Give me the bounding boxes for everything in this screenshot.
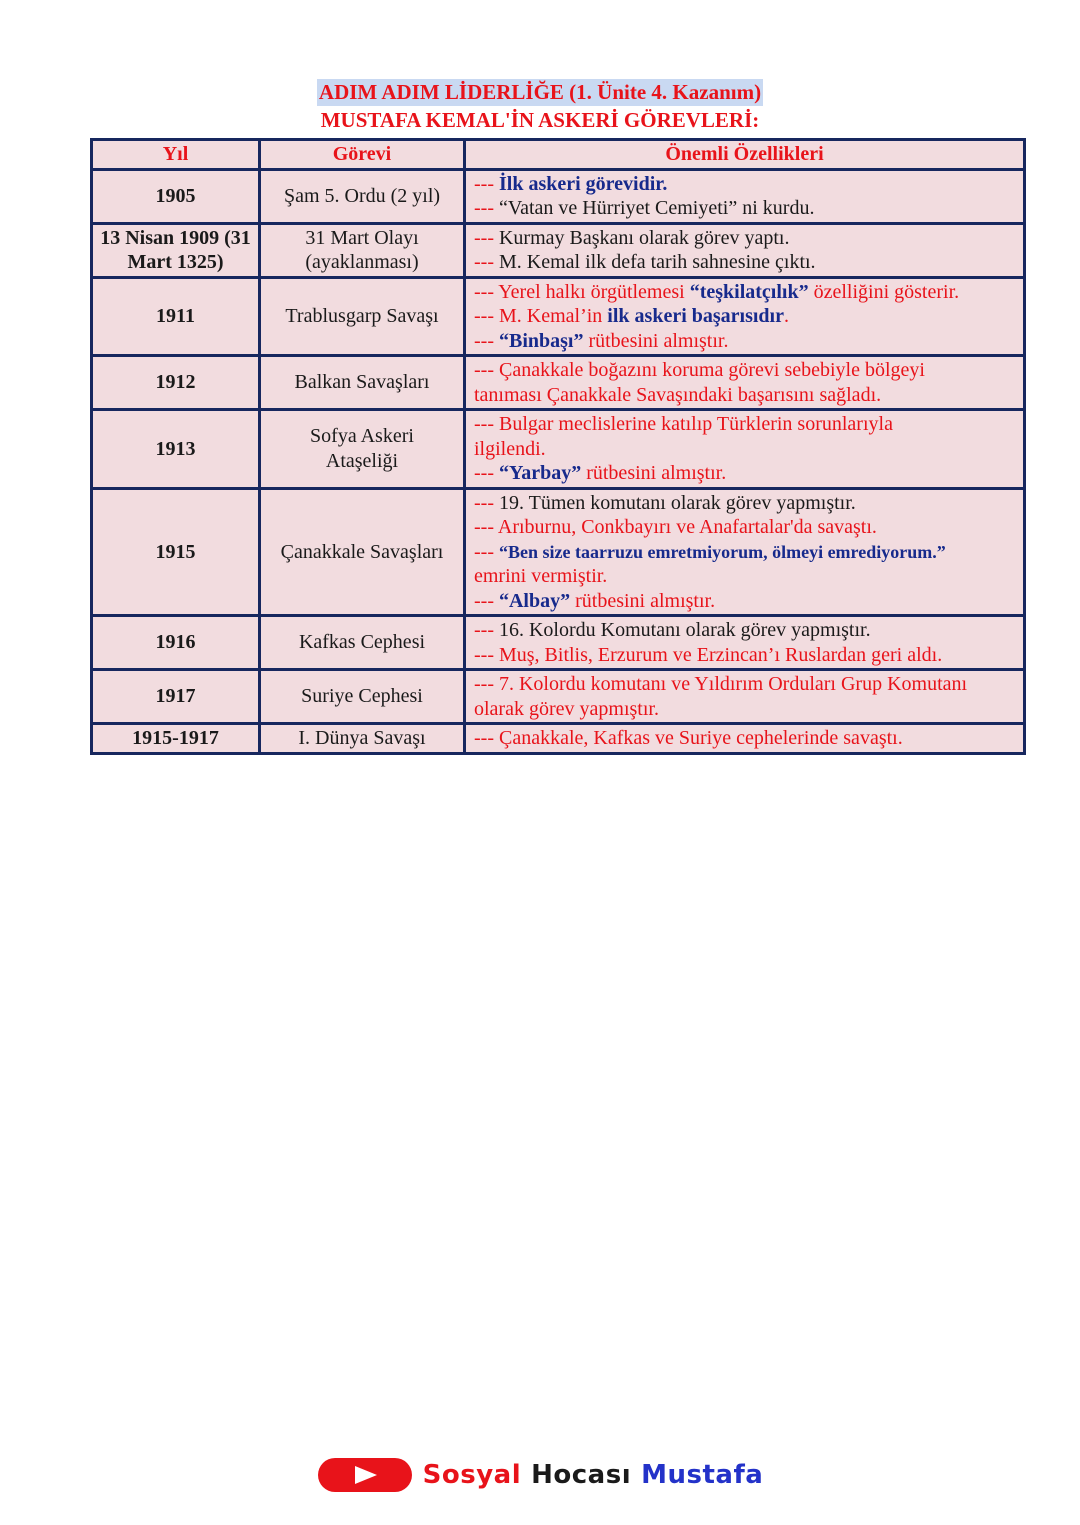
duty-cell: I. Dünya Savaşı (260, 724, 465, 754)
year-cell: 1912 (92, 356, 260, 410)
feature-text: --- (474, 197, 499, 219)
feature-line (474, 491, 1019, 516)
year-cell: 1915-1917 (92, 724, 260, 754)
features-cell (465, 277, 1025, 356)
table-row (92, 356, 1025, 410)
feature-text: “Yarbay” (498, 462, 582, 484)
feature-text: emrini vermiştir. (474, 565, 608, 587)
duty-cell: Kafkas Cephesi (260, 616, 465, 670)
feature-text: “Albay” (498, 589, 571, 612)
feature-line (474, 515, 1019, 540)
table-row (92, 410, 1025, 489)
feature-line (474, 250, 1019, 275)
features-cell (465, 223, 1025, 277)
duty-cell: Çanakkale Savaşları (260, 488, 465, 616)
feature-line (474, 618, 1019, 643)
feature-text: --- Bulgar meclislerine katılıp Türklerin sorunlarıyla (474, 413, 893, 435)
feature-line (474, 697, 1019, 722)
feature-text: İlk askeri görevidir. (498, 172, 668, 195)
feature-text: “Vatan ve Hürriyet Cemiyeti” ni kurdu. (498, 197, 815, 219)
features-cell (465, 169, 1025, 223)
feature-line (474, 540, 1019, 565)
feature-text: özelliğini gösterir. (808, 280, 960, 303)
page-title: ADIM ADIM LİDERLİĞE (1. Ünite 4. Kazanım) (318, 80, 762, 104)
feature-line (474, 383, 1019, 408)
brand-word-hocasi: Hocası (531, 1460, 632, 1490)
feature-text: --- (474, 172, 499, 195)
table-row (92, 724, 1025, 754)
feature-line (474, 726, 1019, 751)
feature-text: Kurmay Başkanı olarak görev yaptı. (498, 226, 790, 249)
feature-line (474, 643, 1019, 668)
feature-line (474, 437, 1019, 462)
duty-cell: 31 Mart Olayı (ayaklanması) (260, 223, 465, 277)
feature-line (474, 172, 1019, 197)
feature-text: “Binbaşı” (498, 329, 584, 352)
feature-text: ilgilendi. (474, 437, 546, 460)
feature-text: --- (474, 491, 499, 514)
feature-text: “teşkilatçılık” (689, 280, 809, 303)
table-row (92, 616, 1025, 670)
feature-text: rütbesini almıştır. (570, 589, 716, 612)
duties-table (90, 138, 1026, 755)
feature-text: --- (474, 619, 499, 641)
feature-text: --- Yerel halkı örgütlemesi (474, 280, 690, 303)
year-cell: 1911 (92, 277, 260, 356)
feature-line (474, 196, 1019, 221)
year-cell: 1916 (92, 616, 260, 670)
feature-text: 19. Tümen komutanı olarak görev yapmıştır. (498, 491, 856, 514)
feature-line (474, 672, 1019, 697)
feature-text: olarak görev yapmıştır. (474, 697, 659, 720)
table-row (92, 488, 1025, 616)
feature-line (474, 329, 1019, 354)
feature-text: --- Muş, Bitlis, Erzurum ve Erzincan’ı Ruslardan geri aldı. (474, 643, 943, 666)
feature-text: --- Çanakkale, Kafkas ve Suriye cephelerinde savaştı. (474, 727, 903, 749)
table-row (92, 223, 1025, 277)
feature-text: “Ben size taarruzu emretmiyorum, ölmeyi emrediyorum.” (498, 541, 946, 562)
year-cell: 1905 (92, 169, 260, 223)
duty-cell: Şam 5. Ordu (2 yıl) (260, 169, 465, 223)
brand-word-mustafa: Mustafa (641, 1460, 764, 1490)
feature-line (474, 358, 1019, 383)
duty-cell: Sofya Askeri Ataşeliği (260, 410, 465, 489)
feature-line (474, 412, 1019, 437)
features-cell (465, 356, 1025, 410)
feature-text: --- (474, 251, 499, 273)
feature-line (474, 304, 1019, 329)
feature-text: --- 7. Kolordu komutanı ve Yıldırım Orduları Grup Komutanı (474, 673, 968, 695)
feature-text: --- M. Kemal’in (474, 305, 608, 327)
table-row (92, 670, 1025, 724)
feature-text: rütbesini almıştır. (583, 329, 729, 352)
column-header-duty: Görevi (260, 140, 465, 170)
feature-text: --- (474, 540, 499, 563)
feature-text: --- (474, 589, 499, 612)
feature-text: M. Kemal ilk defa tarih sahnesine çıktı. (498, 251, 816, 273)
table-row (92, 277, 1025, 356)
year-cell: 13 Nisan 1909 (31 Mart 1325) (92, 223, 260, 277)
feature-text: --- Arıburnu, Conkbayırı ve Anafartalar'da savaştı. (474, 516, 877, 538)
footer-brand (0, 1455, 1080, 1495)
feature-line (474, 564, 1019, 589)
column-header-features: Önemli Özellikleri (465, 140, 1025, 170)
duty-cell: Trablusgarp Savaşı (260, 277, 465, 356)
youtube-play-icon (317, 1457, 413, 1493)
features-cell (465, 724, 1025, 754)
features-cell (465, 616, 1025, 670)
feature-text: --- (474, 226, 499, 249)
table-row (92, 169, 1025, 223)
feature-text: rütbesini almıştır. (581, 462, 727, 484)
feature-text: 16. Kolordu Komutanı olarak görev yapmıştır. (498, 619, 871, 641)
features-cell (465, 488, 1025, 616)
table-header-row (92, 140, 1025, 170)
features-cell (465, 410, 1025, 489)
feature-text: --- (474, 329, 499, 352)
feature-line (474, 589, 1019, 614)
table-body (92, 169, 1025, 753)
duty-cell: Suriye Cephesi (260, 670, 465, 724)
feature-text: --- Çanakkale boğazını koruma görevi sebebiyle bölgeyi (474, 359, 925, 381)
feature-line (474, 226, 1019, 251)
column-header-year: Yıl (92, 140, 260, 170)
feature-line (474, 280, 1019, 305)
feature-text: . (784, 305, 789, 327)
duty-cell: Balkan Savaşları (260, 356, 465, 410)
feature-text: --- (474, 462, 499, 484)
year-cell: 1917 (92, 670, 260, 724)
brand-word-sosyal: Sosyal (422, 1460, 522, 1490)
year-cell: 1915 (92, 488, 260, 616)
page-subtitle: MUSTAFA KEMAL'İN ASKERİ GÖREVLERİ: (320, 108, 760, 132)
year-cell: 1913 (92, 410, 260, 489)
features-cell (465, 670, 1025, 724)
feature-text: tanıması Çanakkale Savaşındaki başarısını sağladı. (474, 383, 882, 406)
title-block (0, 79, 1080, 134)
feature-text: ilk askeri başarısıdır (607, 305, 784, 327)
feature-line (474, 461, 1019, 486)
